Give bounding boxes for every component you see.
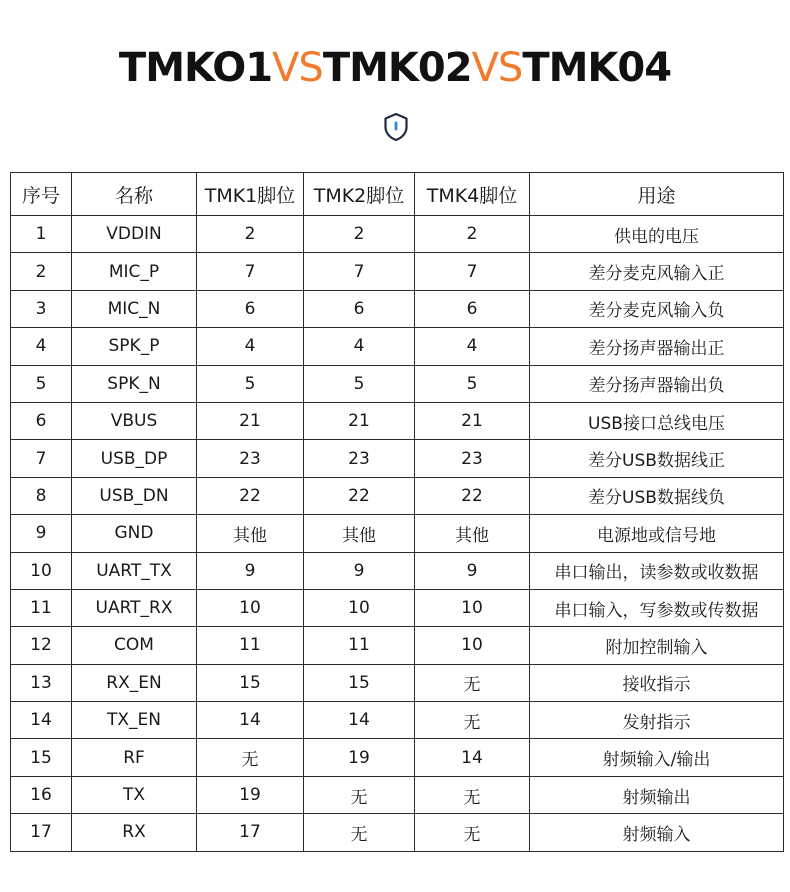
table-row xyxy=(11,365,784,402)
cell-pin-name: TX xyxy=(72,776,197,813)
cell-tmk2-pin: 23 xyxy=(304,440,415,477)
table-row xyxy=(11,739,784,776)
title-vs-2: VS xyxy=(471,45,523,91)
cell-purpose: 附加控制输入 xyxy=(530,627,784,664)
cell-tmk4-pin: 10 xyxy=(415,627,530,664)
cell-tmk4-pin: 23 xyxy=(415,440,530,477)
cell-purpose: 串口输入，写参数或传数据 xyxy=(530,589,784,626)
table-row xyxy=(11,552,784,589)
cell-purpose: 供电的电压 xyxy=(530,216,784,253)
cell-tmk2-pin: 11 xyxy=(304,627,415,664)
cell-index: 10 xyxy=(11,552,72,589)
cell-tmk4-pin: 无 xyxy=(415,776,530,813)
cell-tmk4-pin: 无 xyxy=(415,664,530,701)
table-row xyxy=(11,814,784,851)
cell-tmk1-pin: 其他 xyxy=(197,515,304,552)
cell-tmk2-pin: 15 xyxy=(304,664,415,701)
cell-purpose: 射频输入 xyxy=(530,814,784,851)
title-model-3: TMK04 xyxy=(522,45,672,91)
cell-tmk4-pin: 4 xyxy=(415,328,530,365)
table-row xyxy=(11,515,784,552)
cell-tmk1-pin: 10 xyxy=(197,589,304,626)
cell-tmk2-pin: 其他 xyxy=(304,515,415,552)
cell-index: 13 xyxy=(11,664,72,701)
cell-tmk4-pin: 5 xyxy=(415,365,530,402)
cell-tmk1-pin: 无 xyxy=(197,739,304,776)
cell-pin-name: UART_TX xyxy=(72,552,197,589)
table-row xyxy=(11,702,784,739)
cell-index: 9 xyxy=(11,515,72,552)
cell-tmk4-pin: 22 xyxy=(415,477,530,514)
cell-pin-name: SPK_N xyxy=(72,365,197,402)
table-row xyxy=(11,776,784,813)
cell-tmk1-pin: 17 xyxy=(197,814,304,851)
table-row xyxy=(11,627,784,664)
cell-pin-name: RF xyxy=(72,739,197,776)
cell-tmk1-pin: 11 xyxy=(197,627,304,664)
cell-tmk2-pin: 7 xyxy=(304,253,415,290)
column-header: 名称 xyxy=(72,173,197,216)
cell-tmk1-pin: 6 xyxy=(197,290,304,327)
cell-tmk1-pin: 22 xyxy=(197,477,304,514)
cell-purpose: 射频输入/输出 xyxy=(530,739,784,776)
cell-purpose: 差分麦克风输入正 xyxy=(530,253,784,290)
cell-pin-name: USB_DP xyxy=(72,440,197,477)
cell-purpose: 电源地或信号地 xyxy=(530,515,784,552)
cell-pin-name: MIC_N xyxy=(72,290,197,327)
cell-index: 1 xyxy=(11,216,72,253)
cell-pin-name: MIC_P xyxy=(72,253,197,290)
cell-pin-name: COM xyxy=(72,627,197,664)
column-header: TMK4脚位 xyxy=(415,173,530,216)
cell-tmk2-pin: 无 xyxy=(304,776,415,813)
cell-pin-name: VDDIN xyxy=(72,216,197,253)
cell-tmk1-pin: 19 xyxy=(197,776,304,813)
cell-purpose: 射频输出 xyxy=(530,776,784,813)
cell-index: 14 xyxy=(11,702,72,739)
table-row xyxy=(11,328,784,365)
cell-tmk4-pin: 10 xyxy=(415,589,530,626)
cell-purpose: 差分麦克风输入负 xyxy=(530,290,784,327)
cell-pin-name: RX_EN xyxy=(72,664,197,701)
cell-pin-name: RX xyxy=(72,814,197,851)
cell-pin-name: USB_DN xyxy=(72,477,197,514)
table-row xyxy=(11,440,784,477)
cell-tmk2-pin: 无 xyxy=(304,814,415,851)
cell-index: 6 xyxy=(11,402,72,439)
cell-purpose: 串口输出，读参数或收数据 xyxy=(530,552,784,589)
cell-tmk1-pin: 5 xyxy=(197,365,304,402)
cell-purpose: 发射指示 xyxy=(530,702,784,739)
cell-tmk1-pin: 14 xyxy=(197,702,304,739)
column-header: TMK2脚位 xyxy=(304,173,415,216)
cell-purpose: 差分USB数据线正 xyxy=(530,440,784,477)
cell-tmk1-pin: 15 xyxy=(197,664,304,701)
cell-pin-name: TX_EN xyxy=(72,702,197,739)
cell-tmk2-pin: 14 xyxy=(304,702,415,739)
cell-tmk2-pin: 21 xyxy=(304,402,415,439)
cell-index: 4 xyxy=(11,328,72,365)
cell-tmk4-pin: 无 xyxy=(415,702,530,739)
cell-tmk1-pin: 4 xyxy=(197,328,304,365)
cell-tmk4-pin: 14 xyxy=(415,739,530,776)
table-header-row xyxy=(11,173,784,216)
cell-index: 15 xyxy=(11,739,72,776)
cell-tmk2-pin: 22 xyxy=(304,477,415,514)
cell-pin-name: UART_RX xyxy=(72,589,197,626)
cell-index: 8 xyxy=(11,477,72,514)
table-row xyxy=(11,290,784,327)
cell-index: 7 xyxy=(11,440,72,477)
cell-tmk4-pin: 6 xyxy=(415,290,530,327)
cell-tmk4-pin: 无 xyxy=(415,814,530,851)
cell-tmk2-pin: 5 xyxy=(304,365,415,402)
cell-tmk1-pin: 9 xyxy=(197,552,304,589)
cell-tmk2-pin: 9 xyxy=(304,552,415,589)
cell-tmk1-pin: 2 xyxy=(197,216,304,253)
cell-tmk2-pin: 10 xyxy=(304,589,415,626)
cell-tmk2-pin: 19 xyxy=(304,739,415,776)
cell-tmk4-pin: 21 xyxy=(415,402,530,439)
cell-purpose: 差分扬声器输出正 xyxy=(530,328,784,365)
pin-comparison-table xyxy=(10,172,784,852)
cell-tmk1-pin: 7 xyxy=(197,253,304,290)
cell-index: 17 xyxy=(11,814,72,851)
cell-index: 3 xyxy=(11,290,72,327)
cell-tmk1-pin: 21 xyxy=(197,402,304,439)
cell-tmk2-pin: 2 xyxy=(304,216,415,253)
title-model-1: TMKO1 xyxy=(118,45,273,91)
column-header: 用途 xyxy=(530,173,784,216)
cell-pin-name: SPK_P xyxy=(72,328,197,365)
cell-tmk1-pin: 23 xyxy=(197,440,304,477)
title-model-2: TMK02 xyxy=(322,45,472,91)
table-row xyxy=(11,664,784,701)
table-row xyxy=(11,253,784,290)
shield-icon xyxy=(383,112,409,142)
cell-index: 2 xyxy=(11,253,72,290)
cell-index: 12 xyxy=(11,627,72,664)
cell-index: 11 xyxy=(11,589,72,626)
cell-index: 16 xyxy=(11,776,72,813)
cell-purpose: USB接口总线电压 xyxy=(530,402,784,439)
cell-index: 5 xyxy=(11,365,72,402)
cell-tmk4-pin: 其他 xyxy=(415,515,530,552)
table-row xyxy=(11,216,784,253)
title-vs-1: VS xyxy=(272,45,323,91)
cell-tmk4-pin: 2 xyxy=(415,216,530,253)
column-header: TMK1脚位 xyxy=(197,173,304,216)
cell-pin-name: GND xyxy=(72,515,197,552)
cell-tmk2-pin: 4 xyxy=(304,328,415,365)
cell-tmk2-pin: 6 xyxy=(304,290,415,327)
table-row xyxy=(11,589,784,626)
cell-pin-name: VBUS xyxy=(72,402,197,439)
table-body xyxy=(11,216,784,852)
column-header: 序号 xyxy=(11,173,72,216)
table-row xyxy=(11,477,784,514)
table-row xyxy=(11,402,784,439)
cell-purpose: 差分扬声器输出负 xyxy=(530,365,784,402)
cell-purpose: 接收指示 xyxy=(530,664,784,701)
cell-tmk4-pin: 7 xyxy=(415,253,530,290)
cell-purpose: 差分USB数据线负 xyxy=(530,477,784,514)
cell-tmk4-pin: 9 xyxy=(415,552,530,589)
page-title xyxy=(0,40,790,96)
